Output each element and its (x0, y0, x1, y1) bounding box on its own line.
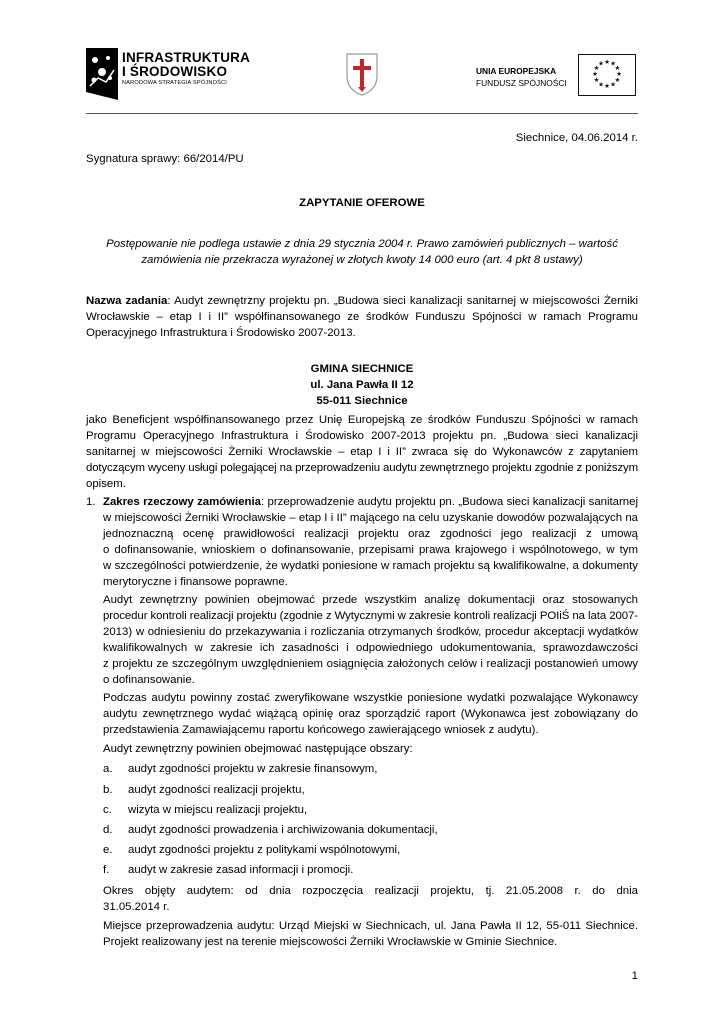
svg-text:★: ★ (610, 59, 616, 68)
section-line-5: w szczególności potwierdzenie, że wydatki poniesione w ramach projektu są kwalifikowalne, a dokumenty (103, 560, 638, 572)
coat-of-arms (345, 52, 379, 96)
eu-flag-icon (578, 54, 636, 96)
logo-line-2: I ŚRODOWISKO (122, 64, 228, 79)
section-line-1 (103, 494, 638, 510)
svg-text:★: ★ (604, 82, 610, 90)
area-letter: f. (103, 864, 110, 876)
svg-text:★: ★ (593, 76, 600, 84)
intro-line-5: opisem. (86, 478, 126, 490)
infrastruktura-srodowisko-logo (86, 46, 276, 102)
notice-line-1: Postępowanie nie podlega ustawie z dnia 29 stycznia 2004 r. Prawo zamówień publicznych – wartość (106, 238, 618, 250)
logo-line-1: INFRASTRUKTURA (122, 50, 251, 65)
svg-text:★: ★ (604, 58, 610, 66)
location-line-2: Projekt realizowany jest na terenie miejscowości Żerniki Wrocławskie w Gminie Siechnice. (103, 936, 558, 948)
svg-text:★: ★ (616, 70, 622, 78)
area-letter: d. (103, 824, 113, 836)
area-letter: c. (103, 804, 112, 816)
intro-line-4: dotyczącym wyceny usługi polegającej na przeprowadzeniu audytu zewnętrznego projektu zgodnie z poniższym (86, 462, 638, 474)
page-number: 1 (631, 970, 638, 982)
para2-line-2: procedur kontroli realizacji projektu (zgodnie z Wytycznymi w zakresie kontroli realizacji POIiŚ na lata 2007- (103, 610, 638, 622)
flag-stars-icon (86, 48, 120, 100)
area-item: audyt zgodności projektu w zakresie finansowym, (128, 763, 378, 775)
para3-line-2: audytu zewnętrznego wydać wiążącą opinię oraz sporządzić raport (Wykonawca jest zobowiązany do (103, 708, 638, 720)
eu-logo-line-1: UNIA EUROPEJSKA (476, 66, 557, 76)
para2-line-3: 2013) w odniesieniu do przekazywania i rozliczania otrzymanych środków, procedur akceptacji wydatków (103, 626, 638, 638)
section-text: : przeprowadzenie audytu projektu pn. „Budowa sieci kanalizacji sanitarnej (261, 496, 639, 508)
area-item: wizyta w miejscu realizacji projektu, (128, 804, 308, 816)
para2-line-6: o dofinansowanie. (103, 674, 195, 686)
section-line-3: jednoznaczną ocenę prawidłowości realizacji projektu oraz zgodności jego realizacji z umową (103, 528, 638, 540)
area-item: audyt zgodności prowadzenia i archiwizowania dokumentacji, (128, 824, 438, 836)
para2-line-1: Audyt zewnętrzny powinien obejmować przede wszystkim analizę dokumentacji oraz stosowanych (103, 594, 638, 606)
place-date: Siechnice, 04.06.2014 r. (515, 132, 638, 144)
period-line-2: 31.05.2014 r. (103, 901, 170, 913)
intro-line-2: Programu Operacyjnego Infrastruktura i Środowisko 2007-2013 projektu pn. „Budowa sieci kanalizacji (86, 430, 638, 442)
task-name-line-3: Operacyjnego Infrastruktura i Środowisko 2007-2013. (86, 327, 356, 339)
coat-of-arms-icon (345, 52, 379, 96)
svg-text:★: ★ (598, 80, 604, 89)
section-line-2: w miejscowości Żerniki Wrocławskie – etap I i II” mającego na celu uzyskanie dowodów pozwalających na (103, 512, 638, 524)
para2-line-5: z projektu ze szczególnym uwzględnieniem osiągnięcia założonych celów i realizacji postanowień umowy (103, 658, 638, 670)
area-letter: b. (103, 784, 113, 796)
svg-text:★: ★ (614, 64, 621, 72)
logo-line-3: NARODOWA STRATEGIA SPÓJNOŚCI (122, 80, 228, 86)
para3-line-3: przedstawienia Zamawiającemu raportu końcowego zawierającego wniosek z audytu). (103, 724, 539, 736)
document-title: ZAPYTANIE OFEROWE (299, 197, 425, 209)
address-city: 55-011 Siechnice (316, 395, 408, 407)
task-name-line-2: Wrocławskie – etap I i II” współfinansowanego ze środków Funduszu Spójności w ramach Programu (86, 311, 638, 323)
task-name-label: Nazwa zadania (86, 295, 168, 307)
location-line-1: Miejsce przeprowadzenia audytu: Urząd Miejski w Siechnicach, ul. Jana Pawła II 12, 55-011 Siechnice. (103, 920, 638, 932)
section-number: 1. (86, 496, 96, 508)
areas-intro: Audyt zewnętrzny powinien obejmować następujące obszary: (103, 743, 413, 755)
task-name-line-1 (86, 293, 638, 309)
intro-line-1: jako Beneficjent współfinansowanego przez Unię Europejską ze środków Funduszu Spójności w ramach (86, 414, 638, 426)
header-divider (86, 113, 638, 114)
area-letter: a. (103, 763, 113, 775)
area-letter: e. (103, 844, 113, 856)
svg-text:★: ★ (592, 70, 598, 78)
eu-logo-line-2: FUNDUSZ SPÓJNOŚCI (476, 78, 567, 88)
svg-text:★: ★ (593, 64, 600, 72)
address-street: ul. Jana Pawła II 12 (310, 379, 414, 391)
address-name: GMINA SIECHNICE (310, 363, 414, 375)
svg-text:★: ★ (614, 76, 621, 84)
eu-cohesion-fund-logo (468, 50, 640, 100)
task-name-text: : Audyt zewnętrzny projektu pn. „Budowa sieci kanalizacji sanitarnej w miejscowości Żerniki (167, 295, 638, 307)
period-line-1: Okres objęty audytem: od dnia rozpoczęcia realizacji projektu, tj. 21.05.2008 r. do dnia (103, 885, 638, 897)
section-line-6: merytoryczne i finansowe poprawne. (103, 576, 288, 588)
area-item: audyt zgodności realizacji projektu, (128, 784, 305, 796)
svg-text:★: ★ (598, 59, 604, 68)
section-line-4: o dofinansowanie, wnioskiem o dofinansowanie, przepisami prawa krajowego i wspólnotowego, w tym (103, 544, 638, 556)
intro-line-3: sanitarnej w miejscowości Żerniki Wrocławskie – etap I i II” zwraca się do Wykonawców z zapytaniem (86, 446, 638, 458)
section-label: Zakres rzeczowy zamówienia (103, 496, 262, 508)
para3-line-1: Podczas audytu powinny zostać zweryfikowane wszystkie poniesione wydatki pozwalające Wykonawcy (103, 692, 638, 704)
svg-text:★: ★ (610, 80, 616, 89)
area-item: audyt zgodności projektu z politykami wspólnotowymi, (128, 844, 401, 856)
para2-line-4: kwalifikowalnych w zakresie ich zasadności i odpowiedniego udokumentowania, sprawozdawczości (103, 642, 638, 654)
case-reference: Sygnatura sprawy: 66/2014/PU (86, 153, 244, 165)
area-item: audyt w zakresie zasad informacji i promocji. (128, 864, 354, 876)
notice-line-2: zamówienia nie przekracza wyrażonej w złotych kwoty 14 000 euro (art. 4 pkt 8 ustawy) (141, 254, 583, 266)
